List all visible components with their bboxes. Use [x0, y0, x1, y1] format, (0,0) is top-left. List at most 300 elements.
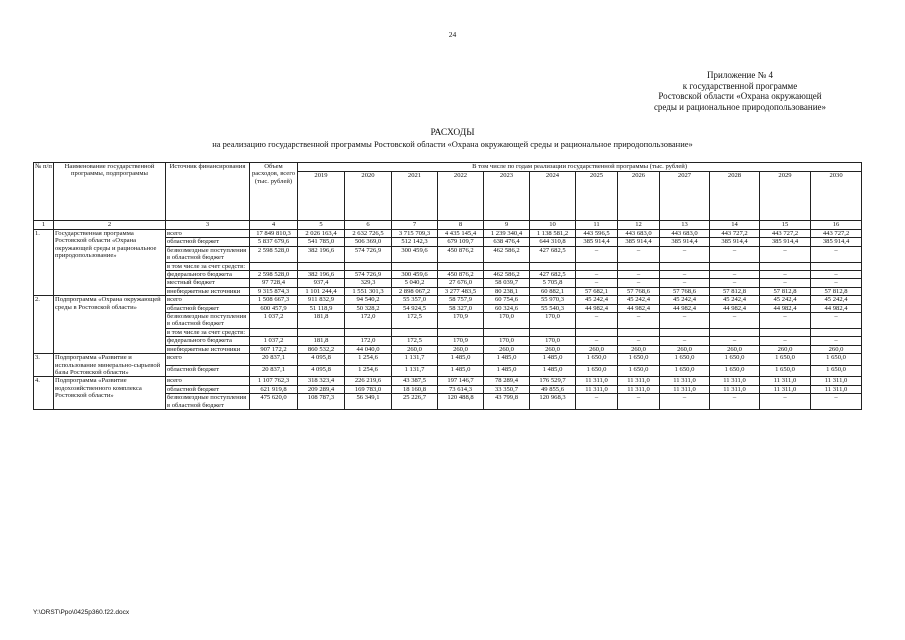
- year-amount: 260,0: [392, 345, 438, 353]
- year-amount: 73 614,3: [438, 385, 484, 393]
- total-amount: 5 837 679,6: [250, 238, 298, 246]
- total-amount: 9 315 874,3: [250, 287, 298, 295]
- year-amount: –: [618, 337, 660, 345]
- year-amount: [618, 262, 660, 270]
- year-amount: 1 650,0: [660, 365, 710, 377]
- year-amount: 462 586,2: [484, 271, 530, 279]
- year-amount: 44 982,4: [576, 304, 618, 312]
- column-number: 4: [250, 221, 298, 230]
- year-amount: –: [576, 337, 618, 345]
- funding-source: всего: [166, 230, 250, 238]
- year-amount: –: [618, 279, 660, 287]
- funding-source: внебюджетные источники: [166, 287, 250, 295]
- year-amount: 209 289,4: [298, 385, 345, 393]
- header-year: 2027: [660, 172, 710, 221]
- expenditure-table: [33, 162, 862, 410]
- header-year: 2029: [760, 172, 811, 221]
- year-amount: 260,0: [760, 345, 811, 353]
- year-amount: [298, 262, 345, 270]
- year-amount: 18 160,8: [392, 385, 438, 393]
- year-amount: –: [660, 313, 710, 329]
- year-amount: –: [710, 337, 760, 345]
- year-amount: 1 131,7: [392, 354, 438, 366]
- funding-source: в том числе за счет средств:: [166, 262, 250, 270]
- year-amount: 11 311,0: [576, 385, 618, 393]
- total-amount: 2 598 528,0: [250, 246, 298, 262]
- year-amount: 170,0: [530, 337, 576, 345]
- total-amount: 97 728,4: [250, 279, 298, 287]
- year-amount: –: [660, 279, 710, 287]
- year-amount: [530, 262, 576, 270]
- year-amount: 45 242,4: [760, 296, 811, 304]
- year-amount: 43 387,5: [392, 377, 438, 385]
- year-amount: –: [710, 279, 760, 287]
- year-amount: –: [660, 271, 710, 279]
- year-amount: 11 311,0: [576, 377, 618, 385]
- header-row-top: [34, 163, 862, 172]
- appendix-line: Ростовской области «Охрана окружающей: [658, 91, 822, 101]
- year-amount: 49 855,6: [530, 385, 576, 393]
- year-amount: 1 485,0: [530, 354, 576, 366]
- year-amount: 172,5: [392, 313, 438, 329]
- year-amount: 1 485,0: [484, 365, 530, 377]
- year-amount: 172,0: [345, 313, 392, 329]
- header-year: 2026: [618, 172, 660, 221]
- year-amount: 45 242,4: [710, 296, 760, 304]
- funding-source: областной бюджет: [166, 238, 250, 246]
- year-amount: 911 832,9: [298, 296, 345, 304]
- total-amount: 907 172,2: [250, 345, 298, 353]
- column-number: 2: [54, 221, 166, 230]
- year-amount: 427 682,5: [530, 246, 576, 262]
- year-amount: 181,8: [298, 313, 345, 329]
- year-amount: 11 311,0: [618, 377, 660, 385]
- year-amount: –: [576, 271, 618, 279]
- year-amount: 260,0: [618, 345, 660, 353]
- header-year: 2020: [345, 172, 392, 221]
- year-amount: –: [618, 313, 660, 329]
- funding-source: местный бюджет: [166, 279, 250, 287]
- year-amount: –: [576, 313, 618, 329]
- year-amount: [438, 262, 484, 270]
- year-amount: 11 311,0: [660, 377, 710, 385]
- year-amount: 427 682,5: [530, 271, 576, 279]
- total-amount: 20 837,1: [250, 365, 298, 377]
- year-amount: 679 109,7: [438, 238, 484, 246]
- year-amount: 169 783,0: [345, 385, 392, 393]
- year-amount: [530, 328, 576, 336]
- year-amount: 443 727,2: [811, 230, 862, 238]
- year-amount: –: [760, 246, 811, 262]
- header-year: 2019: [298, 172, 345, 221]
- year-amount: 57 812,8: [760, 287, 811, 295]
- column-number: 15: [760, 221, 811, 230]
- year-amount: 94 540,2: [345, 296, 392, 304]
- table-row: [34, 377, 862, 385]
- year-amount: [345, 328, 392, 336]
- page-number: 24: [448, 30, 457, 39]
- column-number: 7: [392, 221, 438, 230]
- year-amount: –: [710, 246, 760, 262]
- year-amount: 260,0: [484, 345, 530, 353]
- year-amount: 172,0: [345, 337, 392, 345]
- year-amount: 5 705,8: [530, 279, 576, 287]
- year-amount: 443 683,0: [618, 230, 660, 238]
- year-amount: [438, 328, 484, 336]
- year-amount: 260,0: [811, 345, 862, 353]
- year-amount: 5 040,2: [392, 279, 438, 287]
- year-amount: 45 242,4: [618, 296, 660, 304]
- year-amount: 57 812,8: [811, 287, 862, 295]
- year-amount: –: [811, 337, 862, 345]
- year-amount: 385 914,4: [660, 238, 710, 246]
- year-amount: 11 311,0: [660, 385, 710, 393]
- table-row: [34, 230, 862, 238]
- year-amount: 1 101 244,4: [298, 287, 345, 295]
- column-number: 8: [438, 221, 484, 230]
- year-amount: 541 785,0: [298, 238, 345, 246]
- funding-source: областной бюджет: [166, 304, 250, 312]
- total-amount: 600 457,9: [250, 304, 298, 312]
- year-amount: 638 476,4: [484, 238, 530, 246]
- funding-source: в том числе за счет средств:: [166, 328, 250, 336]
- header-year: 2023: [484, 172, 530, 221]
- year-amount: 43 799,8: [484, 394, 530, 410]
- appendix-caption: [590, 70, 890, 112]
- year-amount: –: [576, 394, 618, 410]
- year-amount: –: [576, 279, 618, 287]
- year-amount: 170,9: [438, 313, 484, 329]
- total-amount: 621 919,8: [250, 385, 298, 393]
- year-amount: 512 142,3: [392, 238, 438, 246]
- funding-source: безвозмездные поступления в областной бюджет: [166, 313, 250, 329]
- year-amount: 506 369,0: [345, 238, 392, 246]
- year-amount: 443 683,0: [660, 230, 710, 238]
- year-amount: 443 727,2: [760, 230, 811, 238]
- year-amount: 1 650,0: [710, 365, 760, 377]
- row-number: 4.: [34, 377, 54, 410]
- year-amount: 33 350,7: [484, 385, 530, 393]
- year-amount: 443 596,5: [576, 230, 618, 238]
- year-amount: 300 459,6: [392, 246, 438, 262]
- year-amount: 1 485,0: [530, 365, 576, 377]
- year-amount: [710, 328, 760, 336]
- header-total: Объем расходов, всего (тыс. рублей): [250, 163, 298, 221]
- year-amount: 1 239 340,4: [484, 230, 530, 238]
- year-amount: [618, 328, 660, 336]
- year-amount: 78 289,4: [484, 377, 530, 385]
- year-amount: 860 532,2: [298, 345, 345, 353]
- year-amount: –: [710, 394, 760, 410]
- document-title: РАСХОДЫ: [430, 128, 475, 138]
- year-amount: 57 768,6: [660, 287, 710, 295]
- year-amount: 45 242,4: [811, 296, 862, 304]
- year-amount: –: [660, 394, 710, 410]
- year-amount: 60 882,1: [530, 287, 576, 295]
- row-number: 2.: [34, 296, 54, 354]
- year-amount: –: [760, 337, 811, 345]
- year-amount: 1 485,0: [438, 354, 484, 366]
- year-amount: 44 982,4: [710, 304, 760, 312]
- year-amount: 4 095,8: [298, 354, 345, 366]
- year-amount: 462 586,2: [484, 246, 530, 262]
- column-number: 16: [811, 221, 862, 230]
- year-amount: 300 459,6: [392, 271, 438, 279]
- year-amount: 260,0: [438, 345, 484, 353]
- year-amount: 1 551 301,3: [345, 287, 392, 295]
- year-amount: 1 485,0: [438, 365, 484, 377]
- year-amount: 170,0: [484, 337, 530, 345]
- year-amount: 108 787,3: [298, 394, 345, 410]
- year-amount: 644 310,8: [530, 238, 576, 246]
- year-amount: 11 311,0: [618, 385, 660, 393]
- year-amount: 44 982,4: [760, 304, 811, 312]
- total-amount: 1 508 667,3: [250, 296, 298, 304]
- year-amount: 2 632 726,5: [345, 230, 392, 238]
- total-amount: 1 037,2: [250, 337, 298, 345]
- year-amount: 55 970,3: [530, 296, 576, 304]
- column-number: 9: [484, 221, 530, 230]
- year-amount: 574 726,9: [345, 246, 392, 262]
- year-amount: [660, 262, 710, 270]
- document-subtitle: на реализацию государственной программы Ростовской области «Охрана окружающей среды и рациональное природопользование»: [212, 139, 693, 149]
- year-amount: [392, 262, 438, 270]
- funding-source: внебюджетные источники: [166, 345, 250, 353]
- year-amount: [484, 328, 530, 336]
- year-amount: 55 540,3: [530, 304, 576, 312]
- year-amount: –: [760, 394, 811, 410]
- column-number: 11: [576, 221, 618, 230]
- funding-source: областной бюджет: [166, 385, 250, 393]
- year-amount: –: [660, 246, 710, 262]
- total-amount: 20 837,1: [250, 354, 298, 366]
- year-amount: –: [576, 246, 618, 262]
- file-path-footer: Y:\ORST\Ppo\0425p360.f22.docx: [33, 609, 130, 616]
- year-amount: 1 138 581,2: [530, 230, 576, 238]
- year-amount: [298, 328, 345, 336]
- year-amount: 1 650,0: [760, 354, 811, 366]
- year-amount: [576, 262, 618, 270]
- total-amount: 1 037,2: [250, 313, 298, 329]
- funding-source: федерального бюджета: [166, 337, 250, 345]
- program-name: Подпрограмма «Охрана окружающей среды в Ростовской области»: [54, 296, 166, 354]
- year-amount: 58 039,7: [484, 279, 530, 287]
- column-number: 3: [166, 221, 250, 230]
- year-amount: 1 650,0: [710, 354, 760, 366]
- year-amount: 54 924,5: [392, 304, 438, 312]
- year-amount: 44 982,4: [811, 304, 862, 312]
- program-name: Государственная программа Ростовской области «Охрана окружающей среды и рациональное природопользование»: [54, 230, 166, 296]
- year-amount: 1 650,0: [660, 354, 710, 366]
- year-amount: 11 311,0: [811, 377, 862, 385]
- year-amount: 25 226,7: [392, 394, 438, 410]
- year-amount: 4 095,8: [298, 365, 345, 377]
- year-amount: 260,0: [710, 345, 760, 353]
- year-amount: 3 715 709,3: [392, 230, 438, 238]
- column-number: 1: [34, 221, 54, 230]
- year-amount: –: [811, 246, 862, 262]
- year-amount: 51 118,9: [298, 304, 345, 312]
- year-amount: –: [811, 394, 862, 410]
- funding-source: областной бюджет: [166, 365, 250, 377]
- year-amount: 937,4: [298, 279, 345, 287]
- header-year: 2021: [392, 172, 438, 221]
- year-amount: 181,8: [298, 337, 345, 345]
- year-amount: 1 650,0: [811, 354, 862, 366]
- year-amount: 382 196,6: [298, 271, 345, 279]
- year-amount: [811, 328, 862, 336]
- header-no: № п/п: [34, 163, 54, 221]
- appendix-line: Приложение № 4: [707, 70, 773, 80]
- year-amount: –: [811, 313, 862, 329]
- year-amount: 1 485,0: [484, 354, 530, 366]
- year-amount: [811, 262, 862, 270]
- header-source: Источник финансирования: [166, 163, 250, 221]
- year-amount: 11 311,0: [760, 385, 811, 393]
- year-amount: 11 311,0: [811, 385, 862, 393]
- year-amount: 57 812,8: [710, 287, 760, 295]
- year-amount: [760, 262, 811, 270]
- year-amount: 385 914,4: [811, 238, 862, 246]
- column-number: 6: [345, 221, 392, 230]
- total-amount: 2 598 528,0: [250, 271, 298, 279]
- year-amount: 1 650,0: [618, 354, 660, 366]
- year-amount: 55 357,0: [392, 296, 438, 304]
- funding-source: безвозмездные поступления в областной бюджет: [166, 246, 250, 262]
- table-row: [34, 296, 862, 304]
- year-amount: 176 529,7: [530, 377, 576, 385]
- header-year: 2024: [530, 172, 576, 221]
- year-amount: 50 328,2: [345, 304, 392, 312]
- year-amount: 56 349,1: [345, 394, 392, 410]
- year-amount: 44 040,0: [345, 345, 392, 353]
- year-amount: 45 242,4: [576, 296, 618, 304]
- year-amount: –: [660, 337, 710, 345]
- year-amount: 3 277 483,5: [438, 287, 484, 295]
- year-amount: 45 242,4: [660, 296, 710, 304]
- total-amount: 17 849 810,3: [250, 230, 298, 238]
- year-amount: 60 324,6: [484, 304, 530, 312]
- year-amount: 2 026 163,4: [298, 230, 345, 238]
- funding-source: федерального бюджета: [166, 271, 250, 279]
- year-amount: 1 650,0: [618, 365, 660, 377]
- year-amount: [760, 328, 811, 336]
- year-amount: 385 914,4: [618, 238, 660, 246]
- funding-source: безвозмездные поступления в областной бюджет: [166, 394, 250, 410]
- year-amount: –: [760, 279, 811, 287]
- year-amount: 226 219,6: [345, 377, 392, 385]
- header-name: Наименование государственной программы, подпрограммы: [54, 163, 166, 221]
- year-amount: –: [811, 271, 862, 279]
- year-amount: 260,0: [576, 345, 618, 353]
- year-amount: 120 488,8: [438, 394, 484, 410]
- year-amount: 1 650,0: [576, 354, 618, 366]
- year-amount: 11 311,0: [760, 377, 811, 385]
- year-amount: –: [710, 313, 760, 329]
- row-number: 3.: [34, 354, 54, 377]
- year-amount: 1 131,7: [392, 365, 438, 377]
- year-amount: 172,5: [392, 337, 438, 345]
- year-amount: 1 650,0: [760, 365, 811, 377]
- column-number: 5: [298, 221, 345, 230]
- total-amount: [250, 328, 298, 336]
- program-name: Подпрограмма «Развитие водохозяйственного комплекса Ростовской области»: [54, 377, 166, 410]
- year-amount: [345, 262, 392, 270]
- year-amount: 4 435 145,4: [438, 230, 484, 238]
- column-numbers-row: [34, 221, 862, 230]
- year-amount: [392, 328, 438, 336]
- column-number: 12: [618, 221, 660, 230]
- year-amount: –: [811, 279, 862, 287]
- year-amount: 385 914,4: [576, 238, 618, 246]
- program-name: Подпрограмма «Развитие и использование минерально-сырьевой базы Ростовской области»: [54, 354, 166, 377]
- year-amount: 260,0: [530, 345, 576, 353]
- funding-source: всего: [166, 296, 250, 304]
- year-amount: –: [618, 246, 660, 262]
- year-amount: 450 876,2: [438, 271, 484, 279]
- funding-source: всего: [166, 354, 250, 366]
- year-amount: –: [618, 271, 660, 279]
- year-amount: 57 768,6: [618, 287, 660, 295]
- year-amount: 197 146,7: [438, 377, 484, 385]
- year-amount: 1 254,6: [345, 365, 392, 377]
- appendix-line: к государственной программе: [682, 80, 798, 91]
- year-amount: 318 323,4: [298, 377, 345, 385]
- year-amount: 385 914,4: [710, 238, 760, 246]
- year-amount: 382 196,6: [298, 246, 345, 262]
- year-amount: 58 327,0: [438, 304, 484, 312]
- header-years-caption: В том числе по годам реализации государственной программы (тыс. рублей): [298, 163, 862, 172]
- year-amount: –: [710, 271, 760, 279]
- year-amount: 1 650,0: [576, 365, 618, 377]
- year-amount: –: [760, 313, 811, 329]
- year-amount: [484, 262, 530, 270]
- year-amount: 11 311,0: [710, 385, 760, 393]
- header-year: 2030: [811, 172, 862, 221]
- column-number: 14: [710, 221, 760, 230]
- total-amount: [250, 262, 298, 270]
- year-amount: 80 238,1: [484, 287, 530, 295]
- year-amount: 329,3: [345, 279, 392, 287]
- year-amount: 2 898 067,2: [392, 287, 438, 295]
- year-amount: [576, 328, 618, 336]
- total-amount: 1 107 762,3: [250, 377, 298, 385]
- year-amount: 60 754,6: [484, 296, 530, 304]
- header-year: 2025: [576, 172, 618, 221]
- column-number: 10: [530, 221, 576, 230]
- year-amount: –: [618, 394, 660, 410]
- year-amount: 27 676,0: [438, 279, 484, 287]
- year-amount: 44 982,4: [618, 304, 660, 312]
- year-amount: 1 254,6: [345, 354, 392, 366]
- appendix-line: среды и рациональное природопользование»: [653, 101, 827, 112]
- year-amount: 450 876,2: [438, 246, 484, 262]
- year-amount: [710, 262, 760, 270]
- year-amount: 44 982,4: [660, 304, 710, 312]
- year-amount: 120 968,3: [530, 394, 576, 410]
- row-number: 1.: [34, 230, 54, 296]
- table-row: [34, 354, 862, 366]
- year-amount: 170,9: [438, 337, 484, 345]
- year-amount: 170,0: [484, 313, 530, 329]
- year-amount: –: [760, 271, 811, 279]
- year-amount: [660, 328, 710, 336]
- total-amount: 475 620,0: [250, 394, 298, 410]
- year-amount: 11 311,0: [710, 377, 760, 385]
- year-amount: 385 914,4: [760, 238, 811, 246]
- year-amount: 443 727,2: [710, 230, 760, 238]
- column-number: 13: [660, 221, 710, 230]
